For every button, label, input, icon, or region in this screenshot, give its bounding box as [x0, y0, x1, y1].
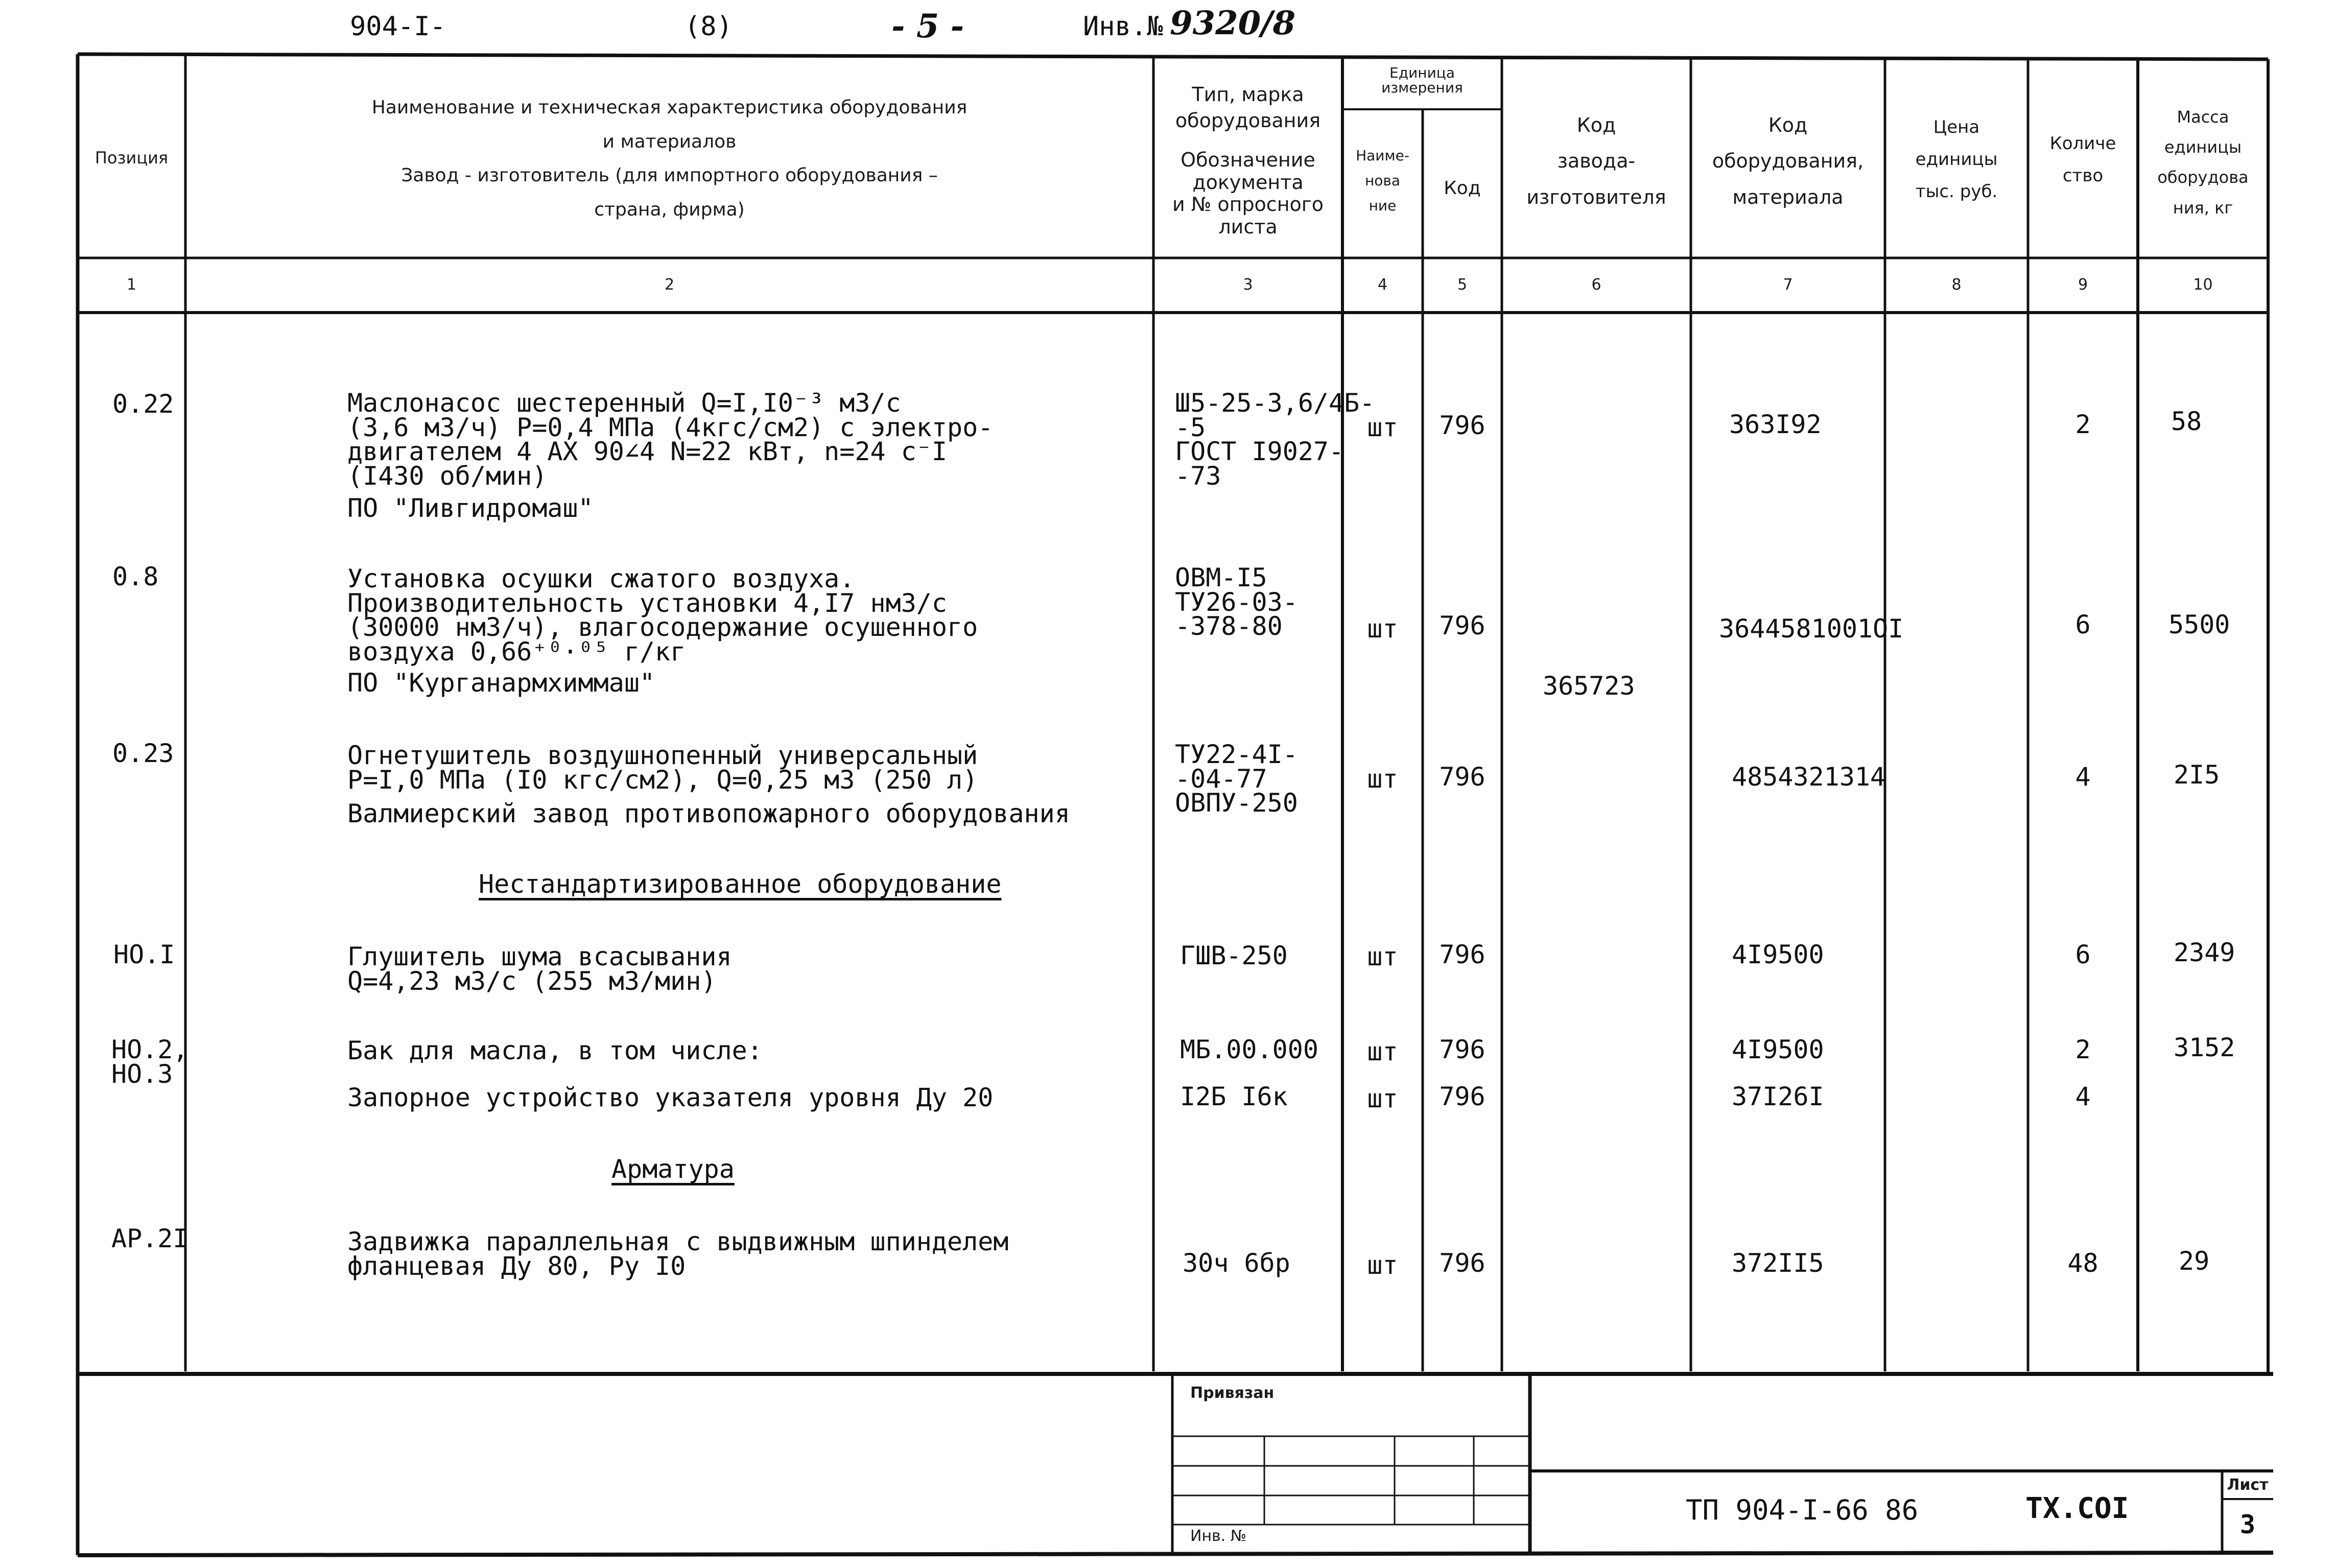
row-unit: шт: [1367, 413, 1398, 442]
col-header-unit-group: Единица измерения: [1381, 64, 1463, 97]
row-mass: 3152: [2174, 1033, 2235, 1062]
inventory-label: Инв.№: [1083, 11, 1163, 42]
row-unit-code: 796: [1439, 762, 1485, 792]
col-number-6: 6: [1591, 276, 1601, 294]
row-type: ТУ22-4I- -04-77 ОВПУ-250: [1175, 740, 1298, 818]
sheet-number: 3: [2239, 1510, 2256, 1539]
row-unit: шт: [1367, 1037, 1398, 1066]
section-heading-nonstandard: Нестандартизированное оборудование: [479, 869, 1002, 899]
row-equipment-code: 372II5: [1732, 1248, 1824, 1278]
row-quantity: 6: [2075, 610, 2091, 639]
document-mark: ТХ.COI: [2025, 1492, 2129, 1525]
row-position: 0.22: [112, 389, 174, 419]
col-header-position: Позиция: [95, 148, 169, 168]
row-type: ОВМ-I5 ТУ26-03- -378-80: [1175, 563, 1298, 641]
row-unit-code: 796: [1439, 1248, 1485, 1278]
row-position: 0.23: [112, 739, 174, 768]
row-equipment-code: 4854321314: [1732, 762, 1886, 792]
row-manufacturer: ПО "Курганармхиммаш": [347, 668, 655, 698]
row-type: Ш5-25-3,6/4Б- -5 ГОСТ I9027- -73: [1175, 388, 1375, 491]
col-header-type: Тип, марка оборудования: [1175, 83, 1321, 132]
row-manufacturer: Валмиерский завод противопожарного оборудования: [347, 799, 1070, 828]
col-number-9: 9: [2078, 276, 2088, 294]
row-position: НО.2, НО.3: [111, 1035, 188, 1089]
album-number: (8): [685, 11, 733, 42]
col-number-4: 4: [1377, 276, 1388, 294]
col-header-unit-name: Наиме- нова ние: [1356, 147, 1409, 214]
col-header-mass: Масса единицы оборудова ния, кг: [2157, 107, 2249, 218]
row-name: Огнетушитель воздушнопенный универсальный P=I,0 МПа (I0 кгс/см2), Q=0,25 м3 (250 л): [347, 741, 978, 795]
col-header-document: Обозначение документа и № опросного листа: [1172, 149, 1324, 239]
row-name: Глушитель шума всасывания Q=4,23 м3/с (255 м3/мин): [347, 942, 732, 996]
col-number-5: 5: [1457, 276, 1468, 294]
row-unit-code: 796: [1439, 1082, 1485, 1111]
row-factory-code: 365723: [1543, 671, 1635, 701]
col-header-factory-code: Код завода- изготовителя: [1526, 114, 1666, 208]
row-mass: 2349: [2174, 938, 2235, 967]
sheet-label: Лист: [2227, 1476, 2269, 1494]
row-unit-code: 796: [1439, 411, 1485, 440]
col-number-10: 10: [2193, 276, 2213, 294]
col-header-equipment-code: Код оборудования, материала: [1712, 114, 1864, 208]
row-mass: 29: [2179, 1246, 2210, 1276]
row-unit-code: 796: [1439, 611, 1485, 640]
col-header-price: Цена единицы тыс. руб.: [1915, 117, 1998, 202]
row-manufacturer: ПО "Ливгидромаш": [347, 493, 594, 523]
row-position: 0.8: [112, 562, 159, 591]
row-unit: шт: [1367, 1084, 1398, 1113]
row-quantity: 2: [2075, 1035, 2091, 1064]
row-unit: шт: [1367, 942, 1398, 971]
row-name: Бак для масла, в том числе:: [347, 1036, 763, 1065]
row-mass: 58: [2171, 407, 2202, 436]
row-mass: 2I5: [2174, 760, 2220, 790]
row-name: Маслонасос шестеренный Q=I,I0⁻³ м3/с (3,6 м3/ч) P=0,4 МПа (4кгс/см2) с электро- двигателем 4 АХ 90∠4 N=22 кВт, n=24 c⁻I (I430 об/мин): [347, 388, 994, 491]
document-code: ТП 904-I-66 86: [1686, 1494, 1919, 1526]
row-equipment-code: 363I92: [1729, 410, 1822, 439]
col-header-unit-code: Код: [1444, 178, 1481, 199]
row-equipment-code: 4I9500: [1732, 1035, 1824, 1064]
col-number-7: 7: [1783, 276, 1793, 294]
row-unit: шт: [1367, 1250, 1398, 1280]
row-quantity: 2: [2075, 410, 2091, 439]
col-number-8: 8: [1951, 276, 1962, 294]
col-number-3: 3: [1243, 276, 1253, 294]
row-unit: шт: [1367, 614, 1398, 644]
row-type: 30ч 6бр: [1183, 1248, 1290, 1278]
row-quantity: 48: [2067, 1248, 2098, 1278]
section-heading-fittings: Арматура: [611, 1154, 735, 1184]
row-type: МБ.00.000: [1180, 1035, 1318, 1064]
stamp-bound-label: Привязан: [1190, 1384, 1275, 1402]
col-number-2: 2: [664, 276, 675, 294]
col-number-1: 1: [126, 276, 137, 294]
row-quantity: 6: [2075, 940, 2091, 969]
col-header-quantity: Количе ство: [2049, 133, 2116, 186]
row-type: ГШВ-250: [1180, 941, 1288, 970]
row-position: НО.I: [113, 940, 175, 969]
stamp-inventory-label: Инв. №: [1190, 1527, 1247, 1545]
row-mass: 5500: [2168, 610, 2230, 639]
row-unit-code: 796: [1439, 940, 1485, 969]
col-header-name: Наименование и техническая характеристика оборудования и материалов Завод - изготовитель (для импортного оборудования – страна, фирма): [371, 97, 968, 220]
row-name: Установка осушки сжатого воздуха. Производительность установки 4,I7 нм3/с (30000 нм3/ч), влагосодержание осушенного воздуха 0,66⁺⁰·⁰⁵ г/кг: [347, 564, 978, 667]
row-name: Задвижка параллельная с выдвижным шпинделем фланцевая Ду 80, Ру I0: [347, 1227, 1009, 1281]
row-quantity: 4: [2075, 762, 2091, 792]
row-type: I2Б I6к: [1180, 1082, 1288, 1111]
row-equipment-code: 3644581001OI: [1719, 614, 1904, 644]
series-code: 904-I-: [350, 11, 446, 42]
page-marker: - 5 -: [891, 7, 964, 45]
row-unit-code: 796: [1439, 1035, 1485, 1064]
row-equipment-code: 37I26I: [1732, 1082, 1824, 1111]
row-position: АР.2I: [111, 1224, 188, 1253]
inventory-number: 9320/8: [1170, 4, 1296, 42]
row-equipment-code: 4I9500: [1732, 940, 1824, 969]
row-unit: шт: [1367, 764, 1398, 794]
row-name: Запорное устройство указателя уровня Ду 20: [347, 1083, 994, 1112]
row-quantity: 4: [2075, 1082, 2091, 1111]
